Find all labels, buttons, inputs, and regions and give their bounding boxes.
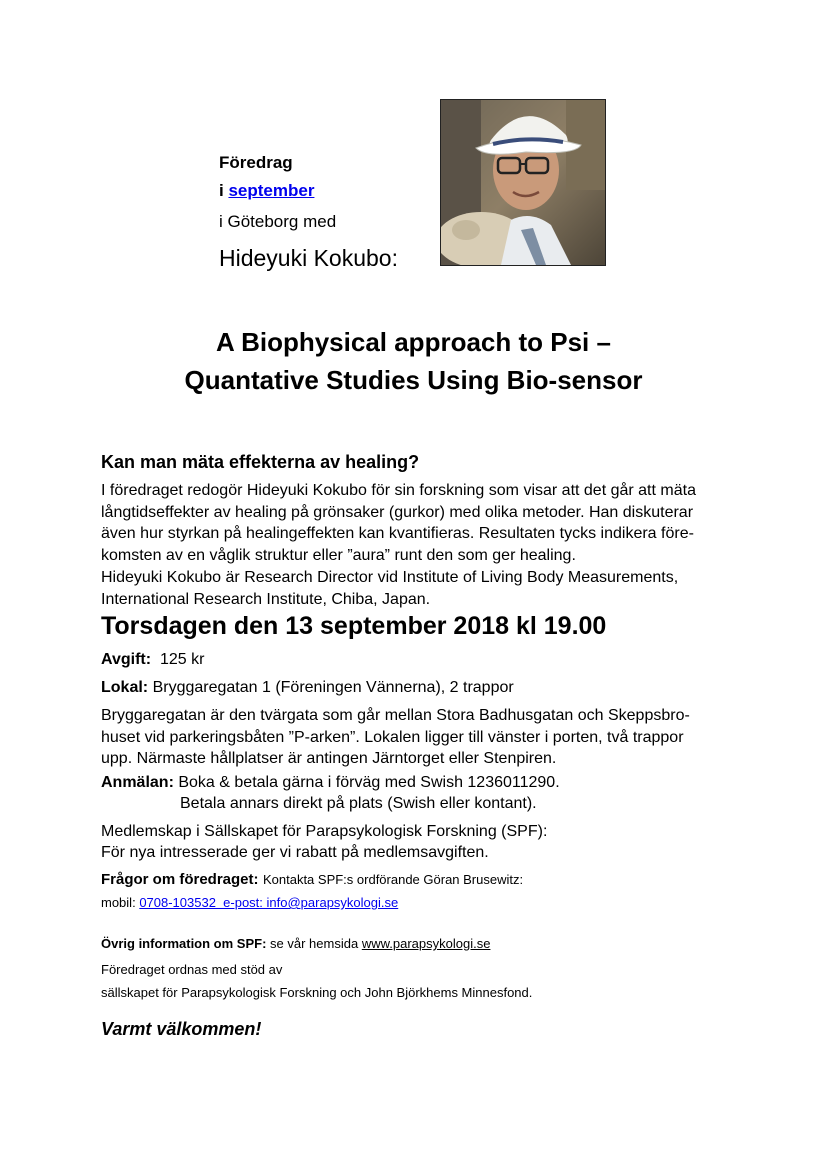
- support-line-2: sällskapet för Parapsykologisk Forskning och John Björkhems Minnesfond.: [101, 985, 533, 1000]
- contact-row: [101, 894, 398, 912]
- intro-line-2-prefix: i: [219, 181, 229, 200]
- fee-label: Avgift:: [101, 651, 152, 668]
- description-paragraph: I föredraget redogör Hideyuki Kokubo för sin forskning som visar att det går att mäta långtidseffekter av healing på grönsaker (gurkor) med olika metoder. Han diskuterar även hur styrkan på healingeffekten kan kvantifieras. Resultaten tycks indikera före- komsten av en våglik struktur eller ”aura” runt den som ger healing.: [101, 482, 696, 564]
- venue-row: [101, 677, 514, 698]
- directions-paragraph: Bryggaregatan är den tvärgata som går mellan Stora Badhusgatan och Skeppsbro- huset vid parkeringsbåten ”P-arken”. Lokalen ligger till vänster i porten, två trappor upp. Närmaste hållplatser är antingen Järntorget eller Stenpiren.: [101, 707, 690, 767]
- speaker-photo-illustration: [441, 100, 605, 265]
- speaker-bio-paragraph: Hideyuki Kokubo är Research Director vid Institute of Living Body Measurements, International Research Institute, Chiba, Japan.: [101, 569, 679, 608]
- speaker-name: Hideyuki Kokubo:: [219, 245, 398, 271]
- other-info-row: [101, 935, 490, 953]
- welcome-text: Varmt välkommen!: [101, 1019, 262, 1039]
- contact-link[interactable]: 0708-103532 e-post: info@parapsykologi.se: [139, 895, 399, 910]
- subheading: Kan man mäta effekterna av healing?: [101, 452, 420, 472]
- registration-line-1: Boka & betala gärna i förväg med Swish 1236011290.: [178, 774, 560, 791]
- fee-value: 125 kr: [159, 651, 205, 668]
- other-info-label: Övrig information om SPF:: [101, 936, 267, 951]
- registration-line-2: Betala annars direkt på plats (Swish eller kontant).: [180, 795, 537, 812]
- intro-line-3: i Göteborg med: [219, 212, 337, 231]
- venue-value: Bryggaregatan 1 (Föreningen Vännerna), 2 trappor: [152, 679, 514, 696]
- support-line-1: Föredraget ordnas med stöd av: [101, 962, 283, 977]
- registration-row: [101, 772, 560, 793]
- website-link[interactable]: www.parapsykologi.se: [361, 936, 491, 951]
- questions-row: [101, 869, 523, 890]
- registration-label: Anmälan:: [101, 774, 174, 791]
- mobile-label: mobil:: [101, 895, 136, 910]
- title-line-2: Quantative Studies Using Bio-sensor: [184, 365, 643, 395]
- intro-line-1: Föredrag: [219, 153, 293, 172]
- september-link[interactable]: september: [228, 181, 315, 200]
- venue-label: Lokal:: [101, 679, 149, 696]
- questions-text: Kontakta SPF:s ordförande Göran Brusewitz:: [262, 872, 524, 887]
- questions-label: Frågor om föredraget:: [101, 871, 259, 888]
- title-line-1: A Biophysical approach to Psi –: [216, 327, 611, 357]
- event-date: Torsdagen den 13 september 2018 kl 19.00: [101, 612, 607, 640]
- fee-row: [101, 649, 204, 670]
- other-info-text: se vår hemsida: [270, 936, 359, 951]
- membership-line-1: Medlemskap i Sällskapet för Parapsykologisk Forskning (SPF):: [101, 823, 548, 840]
- membership-line-2: För nya intresserade ger vi rabatt på medlemsavgiften.: [101, 844, 489, 861]
- speaker-photo: [440, 99, 606, 266]
- intro-line-2: [219, 181, 314, 201]
